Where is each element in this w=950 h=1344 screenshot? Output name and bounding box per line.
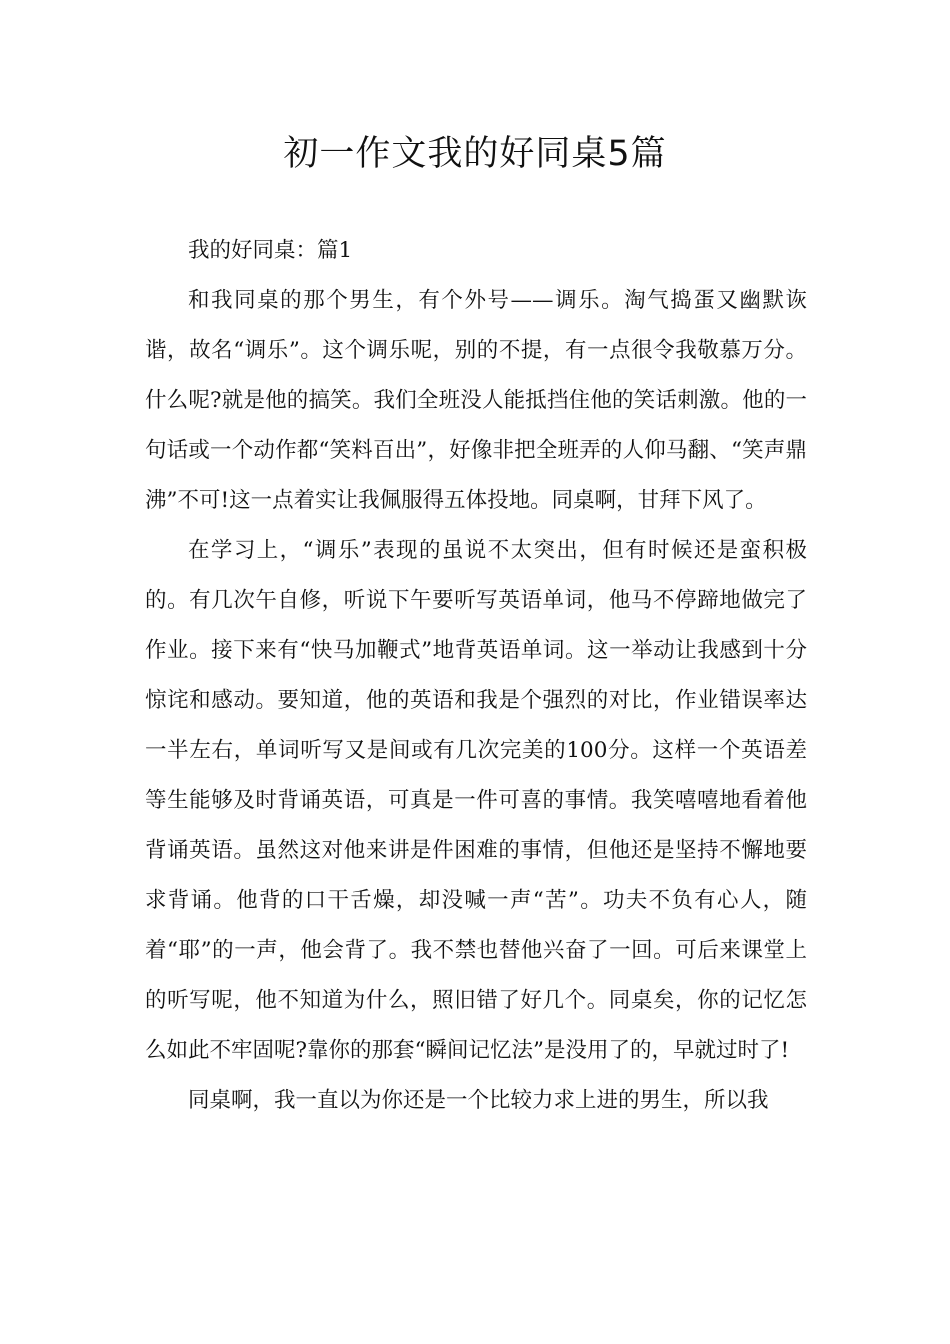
document-body: [145, 226, 807, 1126]
paragraph-2: 在学习上，“调乐”表现的虽说不太突出，但有时候还是蛮积极的。有几次午自修，听说下午要听写英语单词，他马不停蹄地做完了作业。接下来有“快马加鞭式”地背英语单词。这一举动让我感到十分惊诧和感动。要知道，他的英语和我是个强烈的对比，作业错误率达一半左右，单词听写又是间或有几次完美的100分。这样一个英语差等生能够及时背诵英语，可真是一件可喜的事情。我笑嘻嘻地看着他背诵英语。虽然这对他来讲是件困难的事情，但他还是坚持不懈地要求背诵。他背的口干舌燥，却没喊一声“苦”。功夫不负有心人，随着“耶”的一声，他会背了。我不禁也替他兴奋了一回。可后来课堂上的听写呢，他不知道为什么，照旧错了好几个。同桌矣，你的记忆怎么如此不牢固呢?靠你的那套“瞬间记忆法”是没用了的，早就过时了!: [145, 538, 807, 1063]
paragraph-1: 和我同桌的那个男生，有个外号——调乐。淘气捣蛋又幽默诙谐，故名“调乐”。这个调乐呢，别的不提，有一点很令我敬慕万分。什么呢?就是他的搞笑。我们全班没人能抵挡住他的笑话刺激。他的一句话或一个动作都“笑料百出”，好像非把全班弄的人仰马翻、“笑声鼎沸”不可!这一点着实让我佩服得五体投地。同桌啊，甘拜下风了。: [145, 288, 807, 513]
section-heading: 我的好同桌：篇1: [188, 238, 353, 263]
document-title: 初一作文我的好同桌5篇: [283, 134, 667, 174]
paragraph-3: 同桌啊，我一直以为你还是一个比较力求上进的男生，所以我: [188, 1088, 769, 1113]
